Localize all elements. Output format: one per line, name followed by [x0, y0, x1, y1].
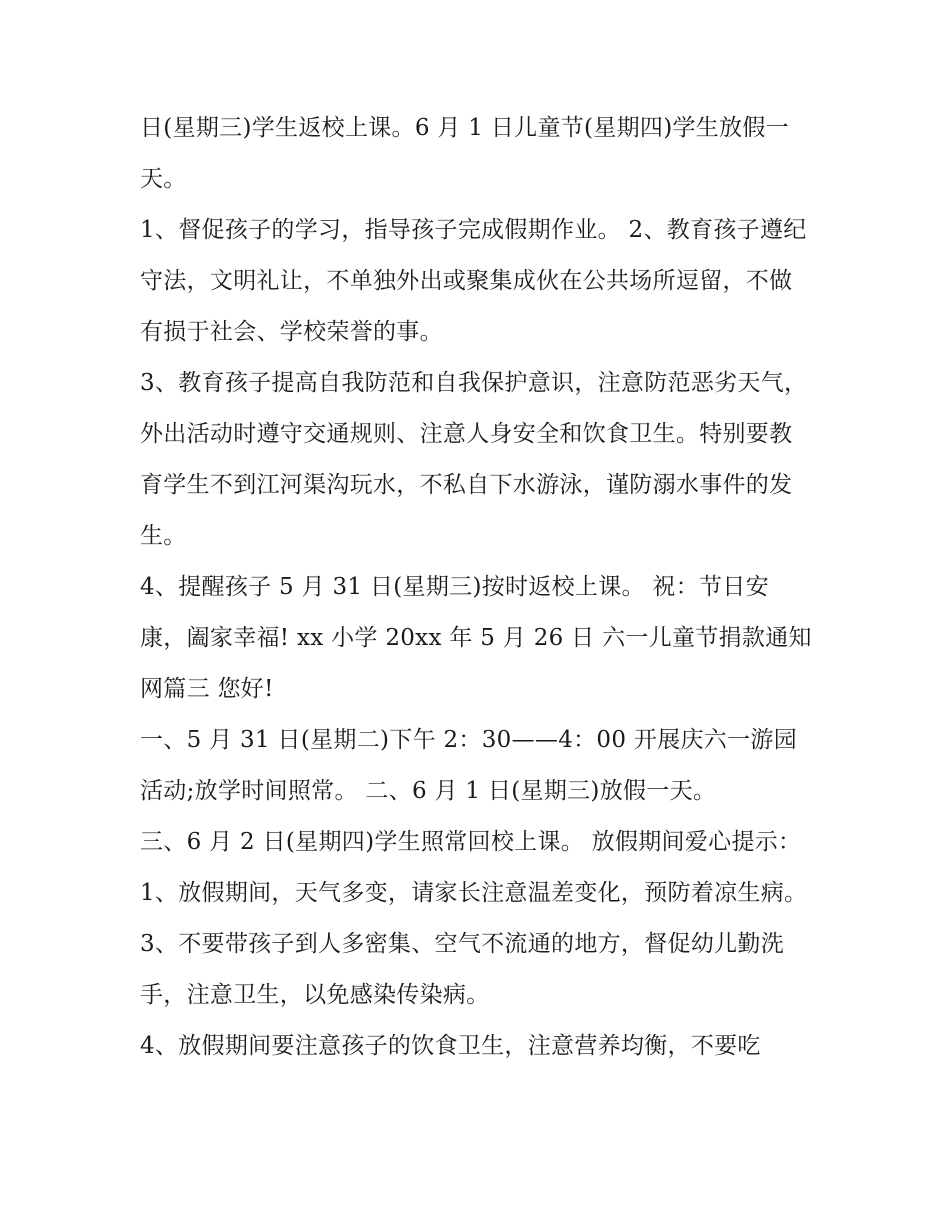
paragraph-3: 3、教育孩子提高自我防范和自我保护意识，注意防范恶劣天气，外出活动时遵守交通规则、注意人身安全和饮食卫生。特别要教育学生不到江河渠沟玩水，不私自下水游泳，谨防溺水事件的发生。: [140, 370, 808, 549]
paragraph-1: 日(星期三)学生返校上课。6 月 1 日儿童节(星期四)学生放假一天。: [140, 115, 789, 192]
paragraph-6: 三、6 月 2 日(星期四)学生照常回校上课。 放假期间爱心提示： 1、放假期间，天气多变，请家长注意温差变化，预防着凉生病。: [140, 829, 808, 906]
paragraph-7: 3、不要带孩子到人多密集、空气不流通的地方，督促幼儿勤洗手，注意卫生，以免感染传染病。: [140, 931, 785, 1008]
paragraph-2: 1、督促孩子的学习，指导孩子完成假期作业。 2、教育孩子遵纪守法，文明礼让，不单独外出或聚集成伙在公共场所逗留，不做有损于社会、学校荣誉的事。: [140, 217, 807, 345]
paragraph-5: 一、5 月 31 日(星期二)下午 2：30——4：00 开展庆六一游园活动;放学时间照常。 二、6 月 1 日(星期三)放假一天。: [140, 727, 798, 804]
paragraph-4: 4、提醒孩子 5 月 31 日(星期三)按时返校上课。 祝：节日安康，阖家幸福! xx 小学 20xx 年 5 月 26 日 六一儿童节捐款通知网篇三 您好!: [140, 574, 812, 702]
document-body: [140, 103, 812, 1072]
paragraph-8: 4、放假期间要注意孩子的饮食卫生，注意营养均衡，不要吃: [140, 1033, 761, 1059]
